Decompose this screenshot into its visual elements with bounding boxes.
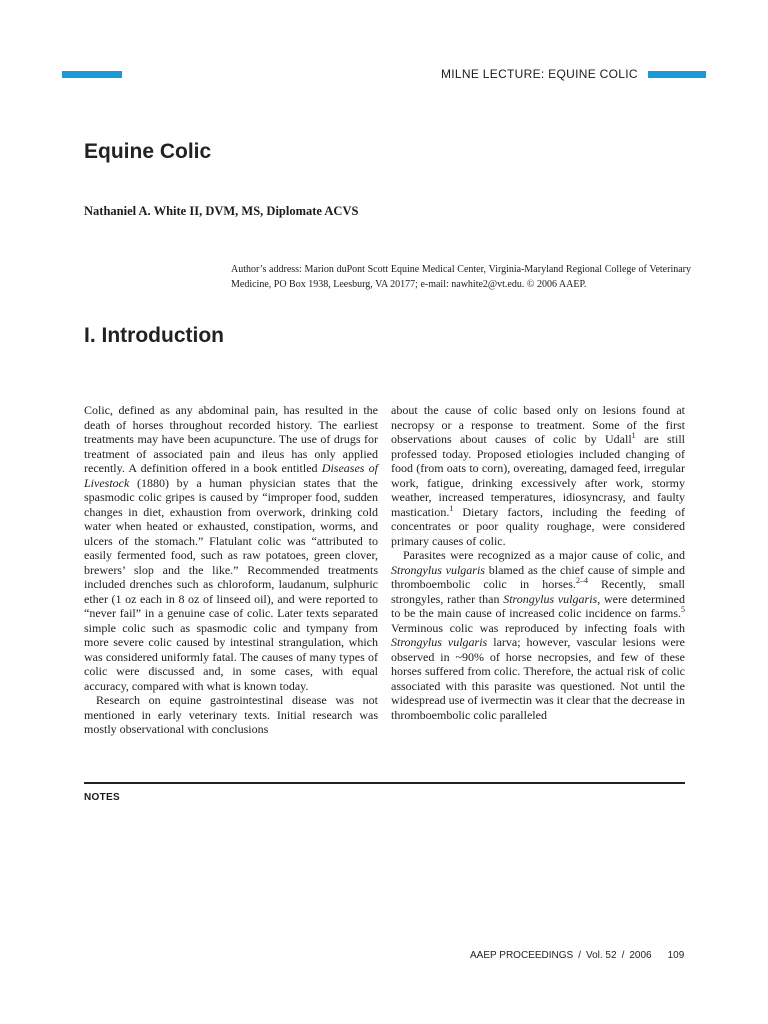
body-paragraph: Colic, defined as any abdominal pain, has resulted in the death of horses throughout recorded history. The earliest treatments may have been acupuncture. The use of drugs for treatment of associated pain and ileus has only applied recently. A definition offered in a book entitled Diseases of Livestock (1880) by a human physician states that the spasmodic colic gripes is caused by “improper food, sudden changes in diet, exhaustion from overwork, drinking cold water when heated or exhausted, constipation, worms, and ulcers of the stomach.” Flatulant colic was “attributed to easily fermented food, such as raw potatoes, green clover, brewers’ slop and the like.” Recommended treatments included drenches such as chloroform, laudanum, sulphuric ether (1 oz each in 8 oz of linseed oil), and were reported to “never fail” in a genuine case of colic. Later texts separated simple colic such as spasmodic colic and tympany from more severe colic caused by intestinal strangulation, which was considered uniformly fatal. The causes of many types of colic were discussed and, in some cases, with equal accuracy, compared with what is known today. [84,403,379,693]
body-column-right [391,403,685,722]
notes-divider [84,782,685,784]
notes-label: NOTES [84,792,120,803]
section-heading: I. Introduction [84,324,224,347]
body-paragraph: Parasites were recognized as a major cause of colic, and Strongylus vulgaris blamed as the chief cause of simple and thromboembolic colic in horses.$^{2-4}$ Recently, small strongyles, rather than Strongylus vulgaris, were determined to be the main cause of increased colic incidence on farms.$^5$ Verminous colic was reproduced by infecting foals with Strongylus vulgaris larva; however, vascular lesions were observed in ~90% of horse necropsies, and few of these horses suffered from colic. Therefore, the actual risk of colic associated with this parasite was questioned. Not until the widespread use of ivermectin was it clear that the decrease in thromboembolic colic paralleled [391,548,686,722]
footer-volume: Vol. 52 [585,950,617,961]
author-line: Nathaniel A. White II, DVM, MS, Diplomate ACVS [84,204,359,218]
footer-separator: / [578,950,581,961]
header-accent-bar-left [62,71,122,78]
running-head: MILNE LECTURE: EQUINE COLIC [441,67,638,81]
footer-year: 2006 [629,950,652,961]
article-title: Equine Colic [84,140,212,163]
header-accent-bar-right [648,71,706,78]
body-paragraph: about the cause of colic based only on lesions found at necropsy or a response to treatment. Some of the first observations about causes of colic by Udall$^1$ are still professed today. Proposed etiologies included changing of food (from oats to corn), overeating, damaged feed, irregular work, fatigue, drinking excessively after work, stormy weather, increased temperatures, idiosyncrasy, and faulty mastication.$^1$ Dietary factors, including the feeding of concentrates or poor quality roughage, were considered primary causes of colic. [391,403,685,548]
footer-separator: / [621,950,625,961]
page-number: 109 [667,950,685,961]
author-address: Author’s address: Marion duPont Scott Equine Medical Center, Virginia-Maryland Regional College of Veterinary Medicine, PO Box 1938, Leesburg, VA 20177; e-mail: nawhite2@vt.edu. © 2006 AAEP. [231,264,691,290]
page-footer [470,950,684,961]
body-paragraph: Research on equine gastrointestinal disease was not mentioned in early veterinary texts. Initial research was mostly observational with conclusions [84,693,378,736]
body-column-left [84,403,378,737]
footer-journal: AAEP PROCEEDINGS [470,950,574,961]
